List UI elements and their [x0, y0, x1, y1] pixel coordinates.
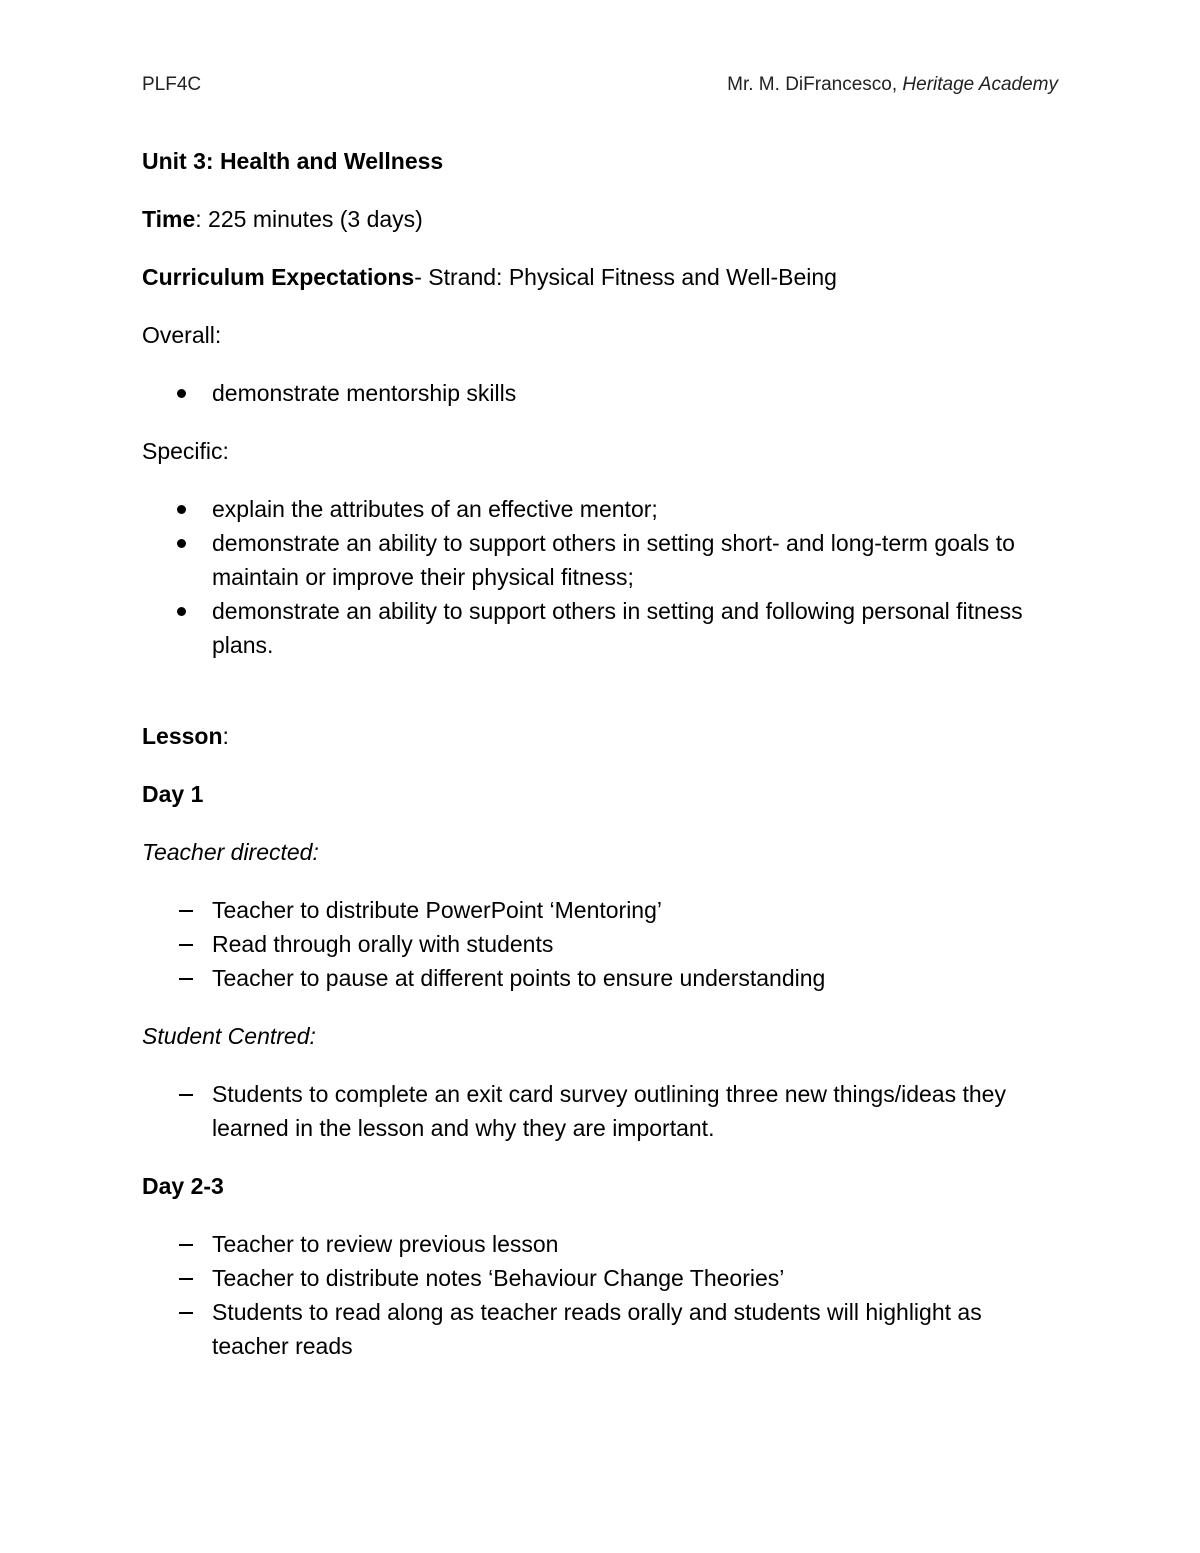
dash-icon — [179, 1244, 193, 1246]
overall-list — [142, 376, 1062, 410]
list-item: Teacher to distribute notes ‘Behaviour Change Theories’ — [142, 1261, 1062, 1295]
header-teacher: Mr. M. DiFrancesco, — [727, 74, 898, 95]
list-item: Teacher to pause at different points to ensure understanding — [142, 961, 1062, 995]
header-school: Heritage Academy — [902, 74, 1058, 95]
document-body — [142, 144, 1062, 1363]
lesson-heading — [142, 719, 1062, 753]
dash-icon — [179, 978, 193, 980]
bullet-icon — [177, 505, 186, 514]
unit-title: Unit 3: Health and Wellness — [142, 148, 444, 174]
list-item: Teacher to distribute PowerPoint ‘Mentoring’ — [142, 893, 1062, 927]
dash-icon — [179, 944, 193, 946]
list-item: demonstrate an ability to support others in setting and following personal fitness plans. — [142, 594, 1062, 662]
header-teacher-school — [727, 74, 1058, 96]
list-item: explain the attributes of an effective mentor; — [142, 492, 1062, 526]
dash-icon — [179, 910, 193, 912]
teacher-directed-label: Teacher directed: — [142, 839, 319, 865]
list-item: Teacher to review previous lesson — [142, 1227, 1062, 1261]
student-centred-label: Student Centred: — [142, 1023, 316, 1049]
bullet-icon — [177, 607, 186, 616]
day2-3-title: Day 2-3 — [142, 1173, 224, 1199]
expectations-line — [142, 260, 1062, 294]
list-item: Students to complete an exit card survey outlining three new things/ideas they learned in the lesson and why they are important. — [142, 1077, 1062, 1145]
lesson-label: Lesson — [142, 723, 223, 749]
dash-icon — [179, 1278, 193, 1280]
day2-3-list — [142, 1227, 1062, 1363]
overall-label: Overall: — [142, 322, 222, 348]
expectations-value: - Strand: Physical Fitness and Well-Being — [414, 264, 837, 290]
time-line — [142, 202, 1062, 236]
student-centred-list — [142, 1077, 1062, 1145]
bullet-icon — [177, 539, 186, 548]
dash-icon — [179, 1094, 193, 1096]
teacher-directed-list — [142, 893, 1062, 995]
header-course-code: PLF4C — [142, 74, 202, 95]
specific-list — [142, 492, 1062, 662]
list-item: Read through orally with students — [142, 927, 1062, 961]
lesson-label-suffix: : — [222, 723, 229, 749]
bullet-icon — [177, 389, 186, 398]
specific-label: Specific: — [142, 438, 229, 464]
dash-icon — [179, 1312, 193, 1314]
list-item: demonstrate an ability to support others in setting short- and long-term goals to maintain or improve their physical fitness; — [142, 526, 1062, 594]
list-item: Students to read along as teacher reads orally and students will highlight as teacher reads — [142, 1295, 1062, 1363]
time-value: : 225 minutes (3 days) — [195, 206, 423, 232]
expectations-label: Curriculum Expectations — [142, 264, 415, 290]
list-item: demonstrate mentorship skills — [142, 376, 1062, 410]
day1-title: Day 1 — [142, 781, 204, 807]
time-label: Time — [142, 206, 196, 232]
